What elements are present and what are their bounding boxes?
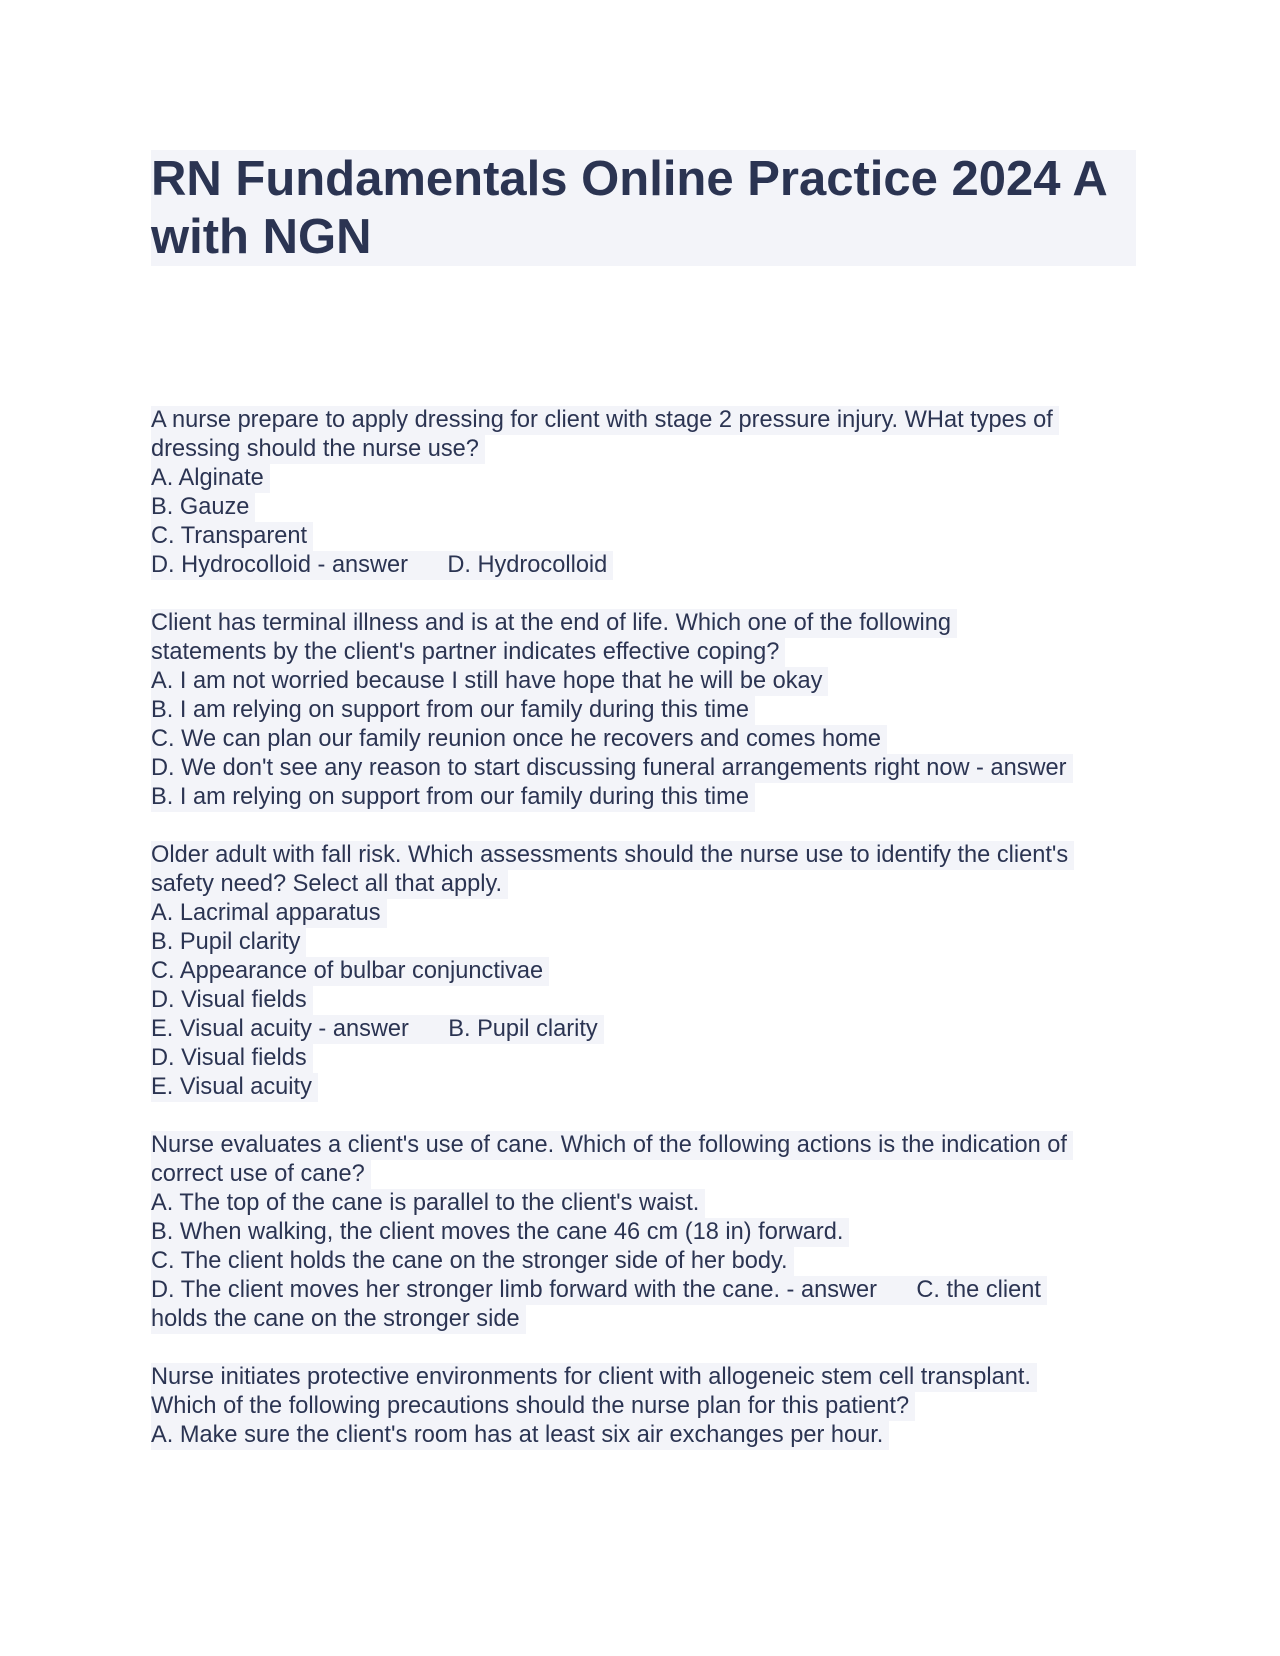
answer-option: A. I am not worried because I still have hope that he will be okay — [151, 667, 828, 696]
answer-option: B. Gauze — [151, 493, 255, 522]
document-page — [151, 150, 1136, 1479]
question-line: Nurse initiates protective environments for client with allogeneic stem cell transplant. — [151, 1363, 1037, 1392]
answer-option: C. Appearance of bulbar conjunctivae — [151, 957, 549, 986]
question-list — [151, 406, 1136, 1450]
question-line: dressing should the nurse use? — [151, 435, 485, 464]
answer-option: C. Transparent — [151, 522, 313, 551]
question-line: safety need? Select all that apply. — [151, 870, 508, 899]
question-line: Which of the following precautions should the nurse plan for this patient? — [151, 1392, 915, 1421]
answer-option: A. Alginate — [151, 464, 270, 493]
question-line: Older adult with fall risk. Which assessments should the nurse use to identify the client's — [151, 841, 1074, 870]
question-4 — [151, 1131, 1136, 1334]
answer-option: E. Visual acuity — [151, 1073, 318, 1102]
answer-option: D. We don't see any reason to start discussing funeral arrangements right now - answer — [151, 754, 1073, 783]
answer-option: B. Pupil clarity — [151, 928, 306, 957]
answer-option: holds the cane on the stronger side — [151, 1305, 526, 1334]
question-line: A nurse prepare to apply dressing for client with stage 2 pressure injury. WHat types of — [151, 406, 1059, 435]
question-line: Client has terminal illness and is at the end of life. Which one of the following — [151, 609, 957, 638]
answer-option: B. When walking, the client moves the cane 46 cm (18 in) forward. — [151, 1218, 849, 1247]
answer-option: D. Hydrocolloid - answer D. Hydrocolloid — [151, 551, 613, 580]
document-title: RN Fundamentals Online Practice 2024 A with NGN — [151, 150, 1136, 266]
question-5 — [151, 1363, 1136, 1450]
question-line: correct use of cane? — [151, 1160, 371, 1189]
question-1 — [151, 406, 1136, 580]
answer-option: D. Visual fields — [151, 1044, 313, 1073]
answer-option: E. Visual acuity - answer B. Pupil clarity — [151, 1015, 604, 1044]
answer-option: C. The client holds the cane on the stronger side of her body. — [151, 1247, 794, 1276]
answer-option: D. The client moves her stronger limb forward with the cane. - answer C. the client — [151, 1276, 1047, 1305]
question-line: Nurse evaluates a client's use of cane. Which of the following actions is the indication of — [151, 1131, 1073, 1160]
answer-option: A. Make sure the client's room has at least six air exchanges per hour. — [151, 1421, 889, 1450]
question-3 — [151, 841, 1136, 1102]
answer-option: A. The top of the cane is parallel to the client's waist. — [151, 1189, 705, 1218]
answer-option: B. I am relying on support from our family during this time — [151, 696, 755, 725]
question-2 — [151, 609, 1136, 812]
answer-option: C. We can plan our family reunion once he recovers and comes home — [151, 725, 887, 754]
answer-option: D. Visual fields — [151, 986, 313, 1015]
answer-option: A. Lacrimal apparatus — [151, 899, 387, 928]
answer-option: B. I am relying on support from our family during this time — [151, 783, 755, 812]
question-line: statements by the client's partner indicates effective coping? — [151, 638, 785, 667]
